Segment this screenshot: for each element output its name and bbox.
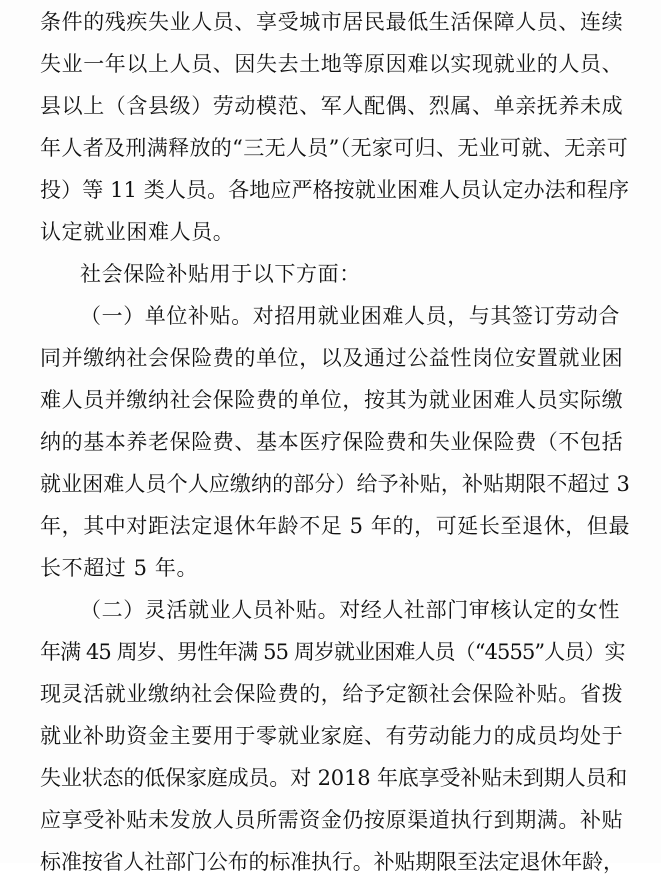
text-line: 就业补助资金主要用于零就业家庭、有劳动能力的成员均处于 — [40, 724, 624, 748]
text-line: 年人者及刑满释放的“三无人员”（无家可归、无业可就、无亲可 — [40, 136, 629, 160]
text-line: 失业一年以上人员、因失去土地等原因难以实现就业的人员、 — [40, 52, 624, 76]
section-heading-line: （二）灵活就业人员补贴。对经人社部门审核认定的女性 — [80, 598, 620, 622]
text-line: 标准按省人社部门公布的标准执行。补贴期限至法定退休年龄， — [40, 850, 624, 874]
text-line: 同并缴纳社会保险费的单位，以及通过公益性岗位安置就业困 — [40, 346, 624, 370]
text-line: 投）等 11 类人员。各地应严格按就业困难人员认定办法和程序 — [40, 178, 630, 202]
text-line: 现灵活就业缴纳社会保险费的，给予定额社会保险补贴。省拨 — [40, 682, 624, 706]
section-heading-line: （一）单位补贴。对招用就业困难人员，与其签订劳动合 — [80, 304, 620, 328]
text-line: 年满 45 周岁、男性年满 55 周岁就业困难人员（“4555”人员）实 — [40, 640, 625, 664]
text-line: 应享受补贴未发放人员所需资金仍按原渠道执行到期满。补贴 — [40, 808, 624, 832]
paragraph-intro-line: 社会保险补贴用于以下方面： — [80, 262, 361, 286]
text-line: 认定就业困难人员。 — [40, 220, 235, 244]
text-line: 长不超过 5 年。 — [40, 556, 199, 580]
text-line: 条件的残疾失业人员、享受城市居民最低生活保障人员、连续 — [40, 10, 624, 34]
text-line: 失业状态的低保家庭成员。对 2018 年底享受补贴未到期人员和 — [40, 766, 628, 790]
text-line: 难人员并缴纳社会保险费的单位，按其为就业困难人员实际缴 — [40, 388, 624, 412]
text-line: 就业困难人员个人应缴纳的部分）给予补贴，补贴期限不超过 3 — [40, 472, 630, 496]
text-line: 纳的基本养老保险费、基本医疗保险费和失业保险费（不包括 — [40, 430, 624, 454]
text-line: 县以上（含县级）劳动模范、军人配偶、烈属、单亲抚养未成 — [40, 94, 624, 118]
text-line: 年，其中对距法定退休年龄不足 5 年的，可延长至退休，但最 — [40, 514, 631, 538]
